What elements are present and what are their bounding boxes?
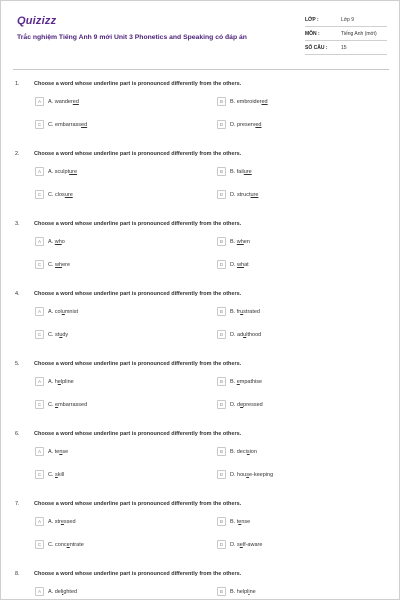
option-letter-box[interactable]: C [35, 330, 44, 339]
option-letter-box[interactable]: C [35, 540, 44, 549]
underlined-part: e [66, 541, 70, 548]
word-part: lpline [60, 378, 74, 385]
option-text [230, 402, 263, 408]
word-part: ad [237, 331, 244, 338]
option-text [230, 472, 273, 478]
option-letter-box[interactable]: D [217, 260, 226, 269]
option-letter-box[interactable]: A [35, 517, 44, 526]
option-label: D. [230, 541, 236, 548]
option-label: B. [230, 588, 236, 595]
option-letter-box[interactable]: A [35, 307, 44, 316]
option-label: D. [230, 401, 236, 408]
option-text [48, 402, 87, 408]
option-letter-box[interactable]: A [35, 237, 44, 246]
underlined-part: wh [54, 238, 62, 245]
option-a[interactable] [35, 96, 79, 107]
word-part: embarrass [55, 121, 82, 128]
option-label: A. [48, 308, 54, 315]
word-part: ssed [63, 518, 76, 525]
option-text [230, 542, 262, 548]
option-a[interactable] [35, 586, 77, 597]
info-table [305, 13, 387, 55]
option-label: D. [230, 261, 236, 268]
option-text [230, 99, 268, 105]
option-label: B. [230, 448, 236, 455]
word-part: dy [62, 331, 69, 338]
option-text [48, 472, 64, 478]
underlined-part: wh [237, 261, 245, 268]
option-label: C. [48, 401, 54, 408]
underlined-part: ed [261, 98, 268, 105]
underlined-part: u [59, 331, 63, 338]
option-text [230, 449, 257, 455]
option-a[interactable] [35, 166, 77, 177]
option-label: C. [48, 331, 54, 338]
option-text [230, 122, 262, 128]
option-label: A. [48, 238, 54, 245]
info-label: MÔN : [305, 30, 320, 37]
word-part: struct [237, 191, 251, 198]
underlined-part: ed [255, 121, 262, 128]
option-letter-box[interactable]: A [35, 447, 44, 456]
question-number: 6. [15, 431, 20, 437]
option-d[interactable] [217, 259, 249, 270]
option-text [48, 239, 65, 245]
option-b[interactable] [217, 376, 262, 387]
question-text: Choose a word whose underline part is pronounced differently from the others. [34, 571, 242, 577]
option-letter-box[interactable]: D [217, 330, 226, 339]
word-part: h [54, 378, 58, 385]
option-b[interactable] [217, 516, 250, 527]
word-part: s [237, 541, 240, 548]
word-part: nse [241, 518, 251, 525]
question-text: Choose a word whose underline part is pronounced differently from the others. [34, 501, 242, 507]
option-text [48, 589, 77, 595]
question-text: Choose a word whose underline part is pronounced differently from the others. [34, 81, 242, 87]
option-letter-box[interactable]: C [35, 190, 44, 199]
question-text: Choose a word whose underline part is pronounced differently from the others. [34, 221, 242, 227]
option-text [48, 262, 70, 268]
option-letter-box[interactable]: A [35, 167, 44, 176]
info-label: SỐ CÂU : [305, 44, 328, 51]
header-divider [13, 69, 389, 70]
question-text: Choose a word whose underline part is pronounced differently from the others. [34, 431, 242, 437]
word-part: sculpt [54, 168, 70, 175]
info-value: Lớp 9 [341, 16, 355, 23]
option-a[interactable] [35, 236, 65, 247]
option-text [48, 192, 73, 198]
word-part: ghted [63, 588, 78, 595]
option-label: A. [48, 378, 54, 385]
option-a[interactable] [35, 306, 78, 317]
option-label: D. [230, 471, 236, 478]
option-text [48, 99, 79, 105]
option-letter-box[interactable]: B [217, 447, 226, 456]
option-a[interactable] [35, 516, 76, 527]
option-c[interactable] [35, 539, 84, 550]
option-letter-box[interactable]: C [35, 470, 44, 479]
info-row-count [305, 41, 387, 55]
word-part: pressed [243, 401, 263, 408]
question-text: Choose a word whose underline part is pronounced differently from the others. [34, 291, 242, 297]
option-letter-box[interactable]: D [217, 400, 226, 409]
option-d[interactable] [217, 469, 273, 480]
underlined-part: s [246, 448, 250, 455]
underlined-part: e [240, 401, 244, 408]
option-text [48, 519, 76, 525]
question-number: 8. [15, 571, 20, 577]
option-c[interactable] [35, 469, 64, 480]
option-label: D. [230, 121, 236, 128]
word-part: str [54, 518, 61, 525]
option-letter-box[interactable]: C [35, 260, 44, 269]
word-part: st [55, 331, 60, 338]
question-text: Choose a word whose underline part is pronounced differently from the others. [34, 361, 242, 367]
option-d[interactable] [217, 329, 261, 340]
word-part: e-keeping [248, 471, 274, 478]
word-part: clos [55, 191, 65, 198]
word-part: deci [236, 448, 247, 455]
option-c[interactable] [35, 189, 73, 200]
word-part: hou [237, 471, 247, 478]
info-row-subject [305, 27, 387, 41]
option-letter-box[interactable]: B [217, 377, 226, 386]
option-letter-box[interactable]: A [35, 97, 44, 106]
option-text [48, 332, 68, 338]
option-letter-box[interactable]: A [35, 377, 44, 386]
option-a[interactable] [35, 376, 74, 387]
option-text [230, 309, 260, 315]
option-text [48, 542, 84, 548]
word-part: mpathise [239, 378, 263, 385]
word-part: lf-aware [242, 541, 263, 548]
option-d[interactable] [217, 189, 258, 200]
underlined-part: e [236, 378, 240, 385]
option-label: D. [230, 191, 236, 198]
underlined-part: ure [69, 168, 78, 175]
option-c[interactable] [35, 329, 68, 340]
underlined-part: n [59, 448, 63, 455]
word-part: mnist [64, 308, 78, 315]
option-d[interactable] [217, 539, 262, 550]
word-part: ion [249, 448, 257, 455]
option-letter-box[interactable]: B [217, 587, 226, 596]
option-b[interactable] [217, 236, 250, 247]
underlined-part: i [248, 588, 250, 595]
option-letter-box[interactable]: D [217, 540, 226, 549]
option-text [48, 122, 87, 128]
underlined-part: wh [236, 238, 244, 245]
option-b[interactable] [217, 96, 268, 107]
underlined-part: ed [81, 121, 88, 128]
option-b[interactable] [217, 306, 260, 317]
quizizz-logo: Quizizz [17, 15, 57, 27]
info-value: Tiếng Anh (mới) [341, 30, 377, 37]
word-part: embroider [236, 98, 262, 105]
option-text [48, 379, 74, 385]
option-label: C. [48, 191, 54, 198]
word-part: o [61, 238, 65, 245]
option-label: C. [48, 121, 54, 128]
word-part: wander [54, 98, 73, 105]
word-part: strated [243, 308, 260, 315]
option-letter-box[interactable]: B [217, 517, 226, 526]
option-label: A. [48, 518, 54, 525]
option-label: C. [48, 541, 54, 548]
info-label: LỚP : [305, 16, 319, 23]
word-part: fr [236, 308, 241, 315]
info-row-class [305, 13, 387, 27]
word-part: kill [57, 471, 65, 478]
question-number: 3. [15, 221, 20, 227]
option-c[interactable] [35, 119, 87, 130]
option-text [48, 449, 68, 455]
option-text [230, 589, 256, 595]
option-label: C. [48, 471, 54, 478]
option-b[interactable] [217, 586, 256, 597]
word-part: ere [62, 261, 71, 268]
underlined-part: e [239, 541, 243, 548]
option-letter-box[interactable]: B [217, 97, 226, 106]
underlined-part: i [62, 588, 64, 595]
option-c[interactable] [35, 259, 70, 270]
option-text [230, 192, 258, 198]
question-number: 1. [15, 81, 20, 87]
option-label: A. [48, 168, 54, 175]
underlined-part: s [55, 471, 58, 478]
question-text: Choose a word whose underline part is pronounced differently from the others. [34, 151, 242, 157]
option-letter-box[interactable]: C [35, 120, 44, 129]
underlined-part: e [55, 401, 59, 408]
word-part: d [237, 401, 241, 408]
word-part: mbarrassed [58, 401, 88, 408]
question-number: 7. [15, 501, 20, 507]
underlined-part: ure [64, 191, 73, 198]
option-b[interactable] [217, 166, 252, 177]
word-part: helpl [236, 588, 249, 595]
option-letter-box[interactable]: D [217, 120, 226, 129]
option-label: A. [48, 98, 54, 105]
option-b[interactable] [217, 446, 257, 457]
option-letter-box[interactable]: D [217, 470, 226, 479]
option-letter-box[interactable]: D [217, 190, 226, 199]
option-label: B. [230, 308, 236, 315]
word-part: ntrate [69, 541, 84, 548]
underlined-part: e [238, 518, 242, 525]
word-part: t [236, 518, 239, 525]
underlined-part: ure [250, 191, 259, 198]
option-label: B. [230, 518, 236, 525]
word-part: en [243, 238, 250, 245]
option-label: B. [230, 238, 236, 245]
question-number: 5. [15, 361, 20, 367]
option-text [230, 239, 250, 245]
option-label: A. [48, 588, 54, 595]
option-text [48, 169, 77, 175]
option-label: B. [230, 168, 236, 175]
underlined-part: e [57, 378, 61, 385]
option-letter-box[interactable]: B [217, 167, 226, 176]
option-text [230, 169, 252, 175]
page-title: Trắc nghiệm Tiếng Anh 9 mới Unit 3 Phonetics and Speaking có đáp án [17, 34, 247, 41]
option-label: D. [230, 331, 236, 338]
word-part: at [244, 261, 249, 268]
word-part: se [62, 448, 69, 455]
option-text [230, 332, 261, 338]
option-text [230, 262, 249, 268]
option-d[interactable] [217, 119, 262, 130]
question-number: 4. [15, 291, 20, 297]
word-part: del [54, 588, 63, 595]
option-label: B. [230, 98, 236, 105]
underlined-part: s [246, 471, 249, 478]
word-part: col [54, 308, 62, 315]
question-number: 2. [15, 151, 20, 157]
underlined-part: ed [72, 98, 79, 105]
info-value: 15 [341, 44, 347, 51]
word-part: ne [249, 588, 256, 595]
word-part: fail [236, 168, 244, 175]
option-label: A. [48, 448, 54, 455]
option-text [230, 519, 250, 525]
option-letter-box[interactable]: B [217, 307, 226, 316]
underlined-part: u [240, 308, 244, 315]
option-letter-box[interactable]: B [217, 237, 226, 246]
word-part: preserv [237, 121, 256, 128]
option-a[interactable] [35, 446, 68, 457]
underlined-part: e [60, 518, 64, 525]
underlined-part: ure [243, 168, 252, 175]
option-label: C. [48, 261, 54, 268]
option-c[interactable] [35, 399, 87, 410]
underlined-part: u [61, 308, 65, 315]
option-text [48, 309, 78, 315]
option-letter-box[interactable]: A [35, 587, 44, 596]
word-part: conc [55, 541, 67, 548]
word-part: te [54, 448, 60, 455]
underlined-part: u [243, 331, 247, 338]
option-label: B. [230, 378, 236, 385]
option-d[interactable] [217, 399, 263, 410]
underlined-part: wh [55, 261, 63, 268]
option-text [230, 379, 262, 385]
option-letter-box[interactable]: C [35, 400, 44, 409]
word-part: lthood [246, 331, 262, 338]
